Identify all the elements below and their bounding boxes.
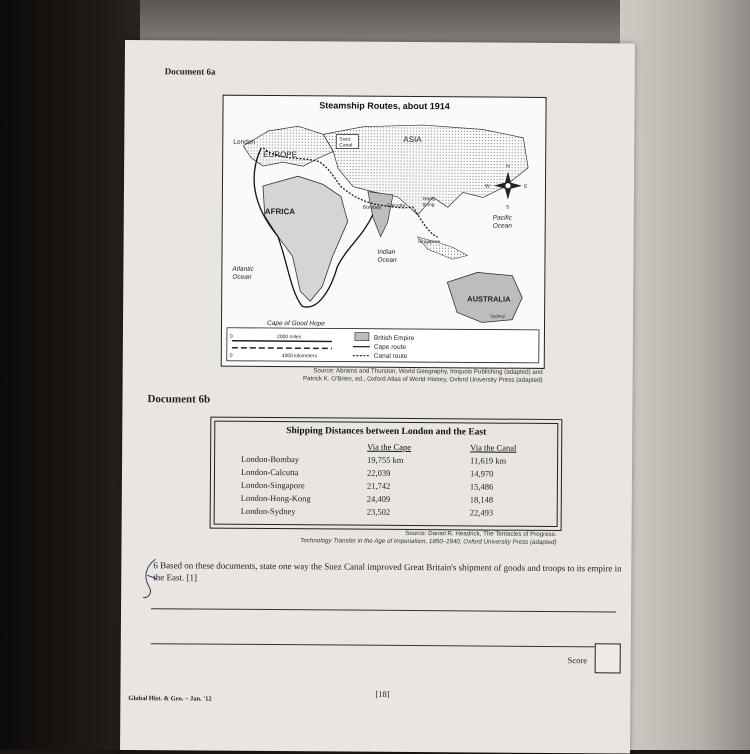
label-asia: ASIA <box>403 135 422 144</box>
map-drawing <box>222 96 546 368</box>
cell-route: London-Sydney <box>241 506 296 516</box>
cell-canal: 14,970 <box>470 468 493 478</box>
compass-w: W <box>485 184 490 190</box>
label-hong-kong-2: Kong <box>423 202 435 208</box>
cell-canal: 22,493 <box>470 507 493 517</box>
label-singapore: Singapore <box>418 239 441 245</box>
table-source <box>216 529 556 547</box>
answer-line[interactable] <box>151 608 616 612</box>
answer-line[interactable] <box>151 643 616 647</box>
cell-cape: 23,502 <box>367 507 390 517</box>
label-bombay: Bombay <box>363 205 382 211</box>
map-source <box>253 367 543 385</box>
compass-n: N <box>506 164 510 170</box>
legend-canal-route: Canal route <box>374 353 408 360</box>
cell-canal: 15,486 <box>470 481 493 491</box>
label-suez-2: Canal <box>339 142 352 148</box>
cell-cape: 21,742 <box>367 481 390 491</box>
cell-cape: 19,755 km <box>367 455 403 465</box>
cell-cape: 24,409 <box>367 494 390 504</box>
india-shape <box>368 192 393 237</box>
cell-route: London-Bombay <box>241 454 299 464</box>
question-6 <box>153 560 623 587</box>
label-atlantic-1: Atlantic <box>231 266 254 273</box>
cell-canal: 18,148 <box>470 494 493 504</box>
score-label: Score <box>568 655 587 665</box>
scale-miles-label: 2000 miles <box>277 334 302 340</box>
africa-shape <box>262 176 348 302</box>
table-title: Shipping Distances between London and the East <box>215 426 557 438</box>
background-left <box>0 0 140 750</box>
table-source-line2: Technology Transfer in the Age of Imperialism, 1850–1940, Oxford University Press (adapted) <box>216 536 556 546</box>
map-source-line1: Source: Abrams and Thurston, World Geography, Iroquois Publishing (adapted) and <box>253 367 543 377</box>
score-box[interactable] <box>595 643 621 673</box>
label-pacific-1: Pacific <box>493 215 513 222</box>
scale-km-label: 4000 kilometers <box>282 353 318 359</box>
label-pacific-2: Ocean <box>493 223 513 230</box>
label-hong-kong-1: Hong <box>423 196 435 202</box>
document-6a-label: Document 6a <box>165 66 216 76</box>
scale-km-zero: 0 <box>230 353 233 359</box>
map-title: Steamship Routes, about 1914 <box>224 100 546 112</box>
table-source-line1: Source: Daniel R. Headrick, The Tentacles of Progress: <box>217 529 557 539</box>
shipping-distances-table <box>210 417 563 531</box>
legend-british-empire: British Empire <box>374 335 415 342</box>
cell-route: London-Hong-Kong <box>241 493 311 503</box>
label-calcutta: Calcutta <box>387 203 406 209</box>
steamship-routes-map <box>221 95 547 369</box>
col-header-cape: Via the Cape <box>367 442 411 452</box>
label-australia: AUSTRALIA <box>467 294 511 303</box>
footer-exam-name: Global Hist. & Geo. – Jan. '12 <box>128 695 211 703</box>
label-suez-1: Suez <box>339 136 351 142</box>
cell-route: London-Calcutta <box>241 467 299 477</box>
label-africa: AFRICA <box>265 207 296 216</box>
map-source-line2: Patrick K. O'Brien, ed., Oxford Atlas of World History, Oxford University Press (adapted) <box>253 375 543 385</box>
question-text: Based on these documents, state one way the Suez Canal improved Great Britain's shipment of goods and troops to its empire in the East. [1] <box>153 560 621 582</box>
exam-page <box>120 40 635 754</box>
label-atlantic-2: Ocean <box>232 274 252 281</box>
compass-s: S <box>506 205 510 211</box>
footer-page-number: [18] <box>375 689 389 699</box>
scale-miles-zero: 0 <box>230 334 233 340</box>
label-london: London <box>233 139 255 146</box>
label-sydney: Sydney <box>490 314 506 319</box>
legend-cape-route: Cape route <box>374 344 407 351</box>
background-right <box>620 0 750 750</box>
label-indian-1: Indian <box>377 249 395 256</box>
label-cape: Cape of Good Hope <box>267 320 325 327</box>
cell-route: London-Singapore <box>241 480 305 490</box>
document-6b-label: Document 6b <box>147 393 210 405</box>
col-header-canal: Via the Canal <box>470 442 516 452</box>
label-indian-2: Ocean <box>377 257 397 264</box>
cell-cape: 22,039 <box>367 468 390 478</box>
compass-e: E <box>524 184 528 190</box>
table-row <box>215 506 557 521</box>
question-number: 6 <box>153 560 158 570</box>
cell-canal: 11,619 km <box>470 455 506 465</box>
label-europe: EUROPE <box>263 150 297 159</box>
